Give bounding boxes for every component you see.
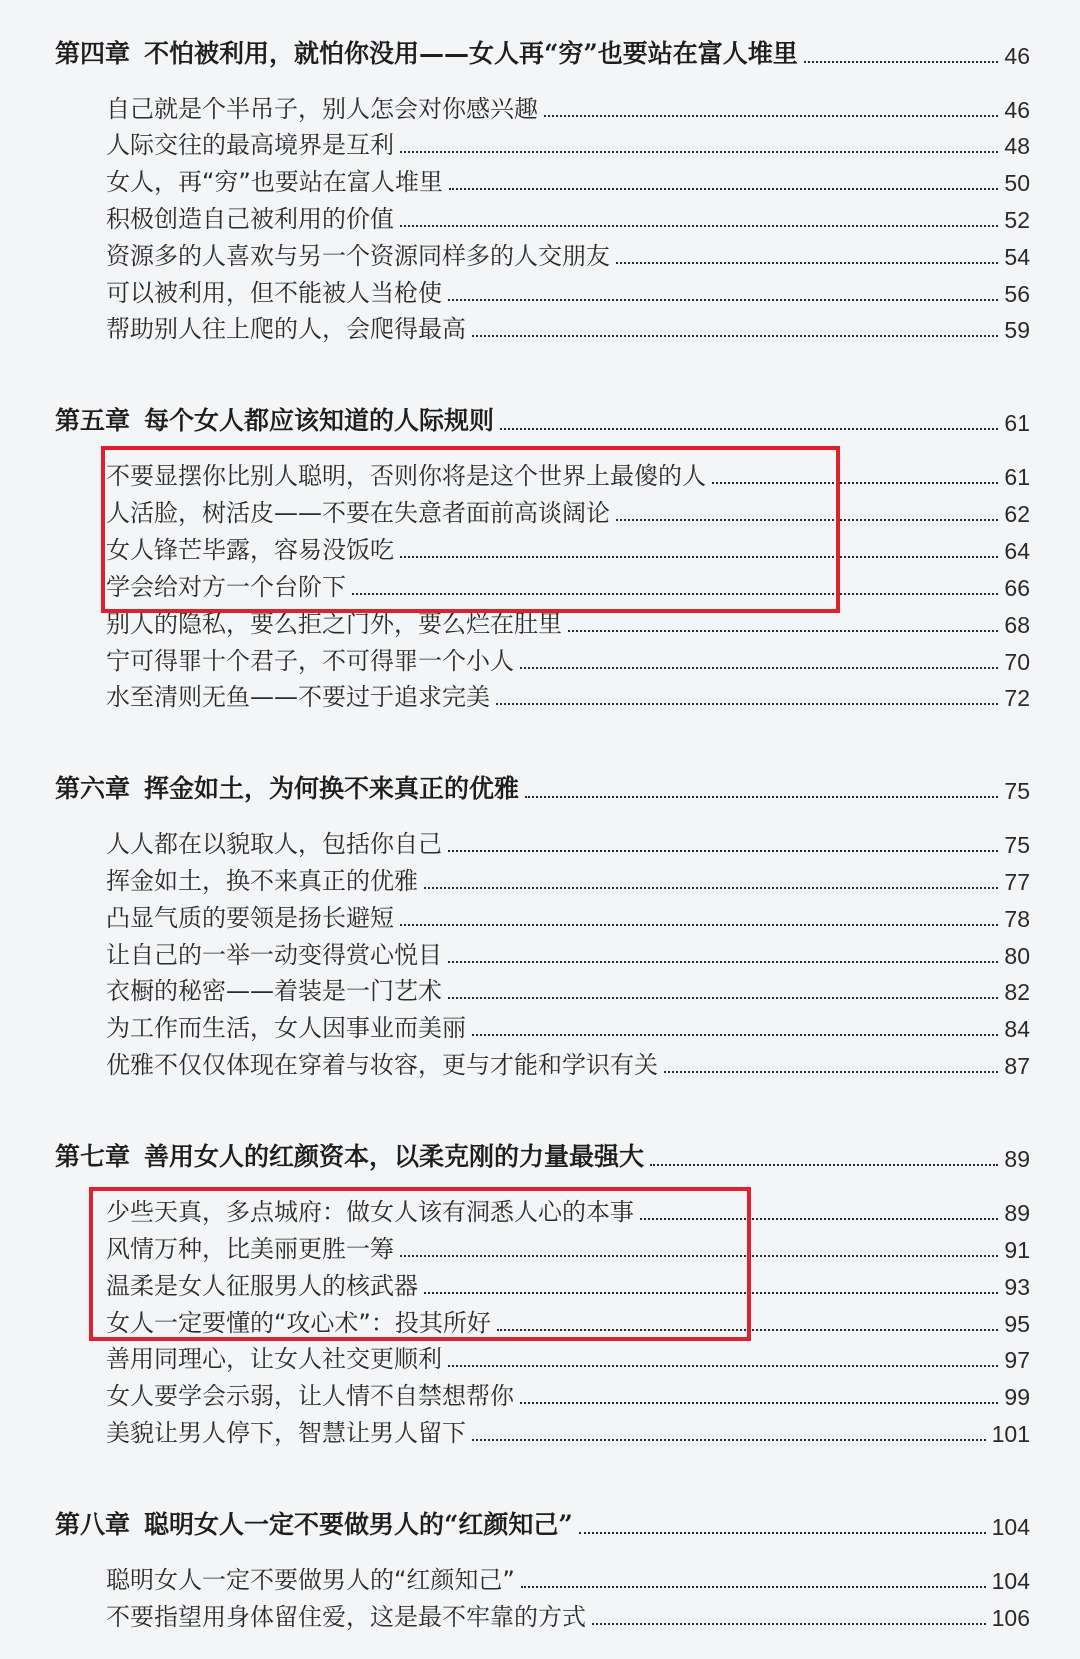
dot-leader (448, 850, 998, 852)
toc-entry (106, 1561, 1030, 1595)
page-number: 46 (1004, 97, 1030, 123)
dot-leader (592, 1623, 986, 1625)
dot-leader (521, 1586, 986, 1588)
chapter-title: 挥金如土，为何换不来真正的优雅 (144, 774, 520, 803)
section-title: 水至清则无鱼——不要过于追求完美 (106, 683, 490, 711)
dot-leader (424, 887, 998, 889)
dot-leader (500, 428, 998, 430)
page-number: 104 (991, 1514, 1030, 1540)
chapter-number: 第八章 (55, 1510, 131, 1539)
section-title: 学会给对方一个台阶下 (106, 573, 346, 601)
highlight-box (89, 1187, 751, 1341)
section-title: 可以被利用，但不能被人当枪使 (106, 279, 442, 307)
section-title: 聪明女人一定不要做男人的“红颜知己” (106, 1566, 515, 1594)
section-title: 资源多的人喜欢与另一个资源同样多的人交朋友 (106, 242, 610, 270)
dot-leader (448, 997, 998, 999)
section-title: 人人都在以貌取人，包括你自己 (106, 830, 442, 858)
dot-leader (400, 151, 998, 153)
section-title: 挥金如土，换不来真正的优雅 (106, 867, 418, 895)
page-number: 70 (1004, 649, 1030, 675)
toc-entry (106, 200, 1030, 234)
page-number: 106 (991, 1605, 1030, 1631)
dot-leader (525, 796, 998, 798)
toc-entry (106, 825, 1030, 859)
dot-leader (472, 335, 998, 337)
section-title: 温柔是女人征服男人的核武器 (106, 1272, 418, 1300)
page-number: 77 (1004, 869, 1030, 895)
page-number: 91 (1004, 1237, 1030, 1263)
section-title: 衣橱的秘密——着装是一门艺术 (106, 977, 442, 1005)
page-number: 80 (1004, 943, 1030, 969)
chapter-title: 每个女人都应该知道的人际规则 (144, 406, 495, 435)
page-number: 87 (1004, 1053, 1030, 1079)
section-title: 女人锋芒毕露，容易没饭吃 (106, 536, 394, 564)
chapter-title: 善用女人的红颜资本，以柔克刚的力量最强大 (144, 1142, 645, 1171)
section-title: 少些天真，多点城府：做女人该有洞悉人心的本事 (106, 1198, 634, 1226)
chapter-heading (55, 34, 1030, 70)
section-title: 凸显气质的要领是扬长避短 (106, 904, 394, 932)
section-title: 风情万种，比美丽更胜一筹 (106, 1235, 394, 1263)
dot-leader (400, 225, 998, 227)
page-number: 54 (1004, 244, 1030, 270)
page-number: 89 (1004, 1146, 1030, 1172)
toc-entry (106, 936, 1030, 970)
section-title: 不要指望用身体留住爱，这是最不牢靠的方式 (106, 1603, 586, 1631)
dot-leader (650, 1164, 998, 1166)
page-number: 56 (1004, 281, 1030, 307)
page-number: 72 (1004, 685, 1030, 711)
chapter-heading (55, 1137, 1030, 1173)
toc-entry (106, 899, 1030, 933)
toc-entry (106, 310, 1030, 344)
dot-leader (448, 961, 998, 963)
page-number: 61 (1004, 464, 1030, 490)
section-title: 不要显摆你比别人聪明，否则你将是这个世界上最傻的人 (106, 462, 706, 490)
section-title: 帮助别人往上爬的人，会爬得最高 (106, 315, 466, 343)
section-title: 积极创造自己被利用的价值 (106, 205, 394, 233)
dot-leader (449, 188, 999, 190)
section-title: 别人的隐私，要么拒之门外，要么烂在肚里 (106, 610, 562, 638)
section-title: 优雅不仅仅体现在穿着与妆容，更与才能和学识有关 (106, 1051, 658, 1079)
section-title: 自己就是个半吊子，别人怎会对你感兴趣 (106, 95, 538, 123)
toc-entry (106, 1598, 1030, 1632)
page-number: 64 (1004, 538, 1030, 564)
section-title: 宁可得罪十个君子，不可得罪一个小人 (106, 647, 514, 675)
dot-leader (520, 1402, 998, 1404)
chapter-heading (55, 769, 1030, 805)
chapter-title: 不怕被利用，就怕你没用——女人再“穷”也要站在富人堆里 (144, 39, 798, 68)
dot-leader (496, 703, 998, 705)
page-number: 66 (1004, 575, 1030, 601)
toc-entry (106, 1377, 1030, 1411)
section-title: 让自己的一举一动变得赏心悦目 (106, 941, 442, 969)
toc-entry (106, 1340, 1030, 1374)
chapter-number: 第七章 (55, 1142, 131, 1171)
toc-entry (106, 126, 1030, 160)
dot-leader (804, 61, 999, 63)
dot-leader (472, 1034, 998, 1036)
toc-entry (106, 90, 1030, 124)
toc-entry (106, 274, 1030, 308)
page-number: 75 (1004, 778, 1030, 804)
toc-entry (106, 1046, 1030, 1080)
page-number: 84 (1004, 1016, 1030, 1042)
section-title: 女人一定要懂的“攻心术”：投其所好 (106, 1309, 491, 1337)
dot-leader (544, 115, 998, 117)
toc-entry (106, 642, 1030, 676)
dot-leader (472, 1439, 986, 1441)
page-number: 50 (1004, 170, 1030, 196)
page-number: 97 (1004, 1347, 1030, 1373)
page-number: 59 (1004, 317, 1030, 343)
page-number: 48 (1004, 133, 1030, 159)
page-number: 82 (1004, 979, 1030, 1005)
page-number: 89 (1004, 1200, 1030, 1226)
page-number: 104 (991, 1568, 1030, 1594)
toc-entry (106, 1009, 1030, 1043)
dot-leader (448, 299, 998, 301)
highlight-box (101, 446, 840, 613)
section-title: 为工作而生活，女人因事业而美丽 (106, 1014, 466, 1042)
page-number: 93 (1004, 1274, 1030, 1300)
dot-leader (520, 667, 998, 669)
section-title: 美貌让男人停下，智慧让男人留下 (106, 1419, 466, 1447)
page-number: 95 (1004, 1311, 1030, 1337)
page-number: 99 (1004, 1384, 1030, 1410)
dot-leader (448, 1365, 998, 1367)
dot-leader (579, 1532, 986, 1534)
chapter-heading (55, 1505, 1030, 1541)
toc-entry (106, 163, 1030, 197)
toc-entry (106, 972, 1030, 1006)
toc-entry (106, 1414, 1030, 1448)
page-number: 52 (1004, 207, 1030, 233)
section-title: 人际交往的最高境界是互利 (106, 131, 394, 159)
chapter-number: 第五章 (55, 406, 131, 435)
page-number: 46 (1004, 43, 1030, 69)
page-number: 78 (1004, 906, 1030, 932)
page-number: 61 (1004, 410, 1030, 436)
toc-entry (106, 237, 1030, 271)
chapter-title: 聪明女人一定不要做男人的“红颜知己” (144, 1510, 573, 1539)
chapter-heading (55, 401, 1030, 437)
page-number: 75 (1004, 832, 1030, 858)
page-number: 101 (991, 1421, 1030, 1447)
section-title: 女人，再“穷”也要站在富人堆里 (106, 168, 443, 196)
page-number: 62 (1004, 501, 1030, 527)
toc-entry (106, 678, 1030, 712)
toc-entry (106, 862, 1030, 896)
dot-leader (568, 630, 998, 632)
dot-leader (616, 262, 998, 264)
dot-leader (664, 1071, 998, 1073)
page-number: 68 (1004, 612, 1030, 638)
section-title: 人活脸，树活皮——不要在失意者面前高谈阔论 (106, 499, 610, 527)
chapter-number: 第四章 (55, 39, 131, 68)
chapter-number: 第六章 (55, 774, 131, 803)
section-title: 女人要学会示弱，让人情不自禁想帮你 (106, 1382, 514, 1410)
dot-leader (400, 924, 998, 926)
section-title: 善用同理心，让女人社交更顺利 (106, 1345, 442, 1373)
